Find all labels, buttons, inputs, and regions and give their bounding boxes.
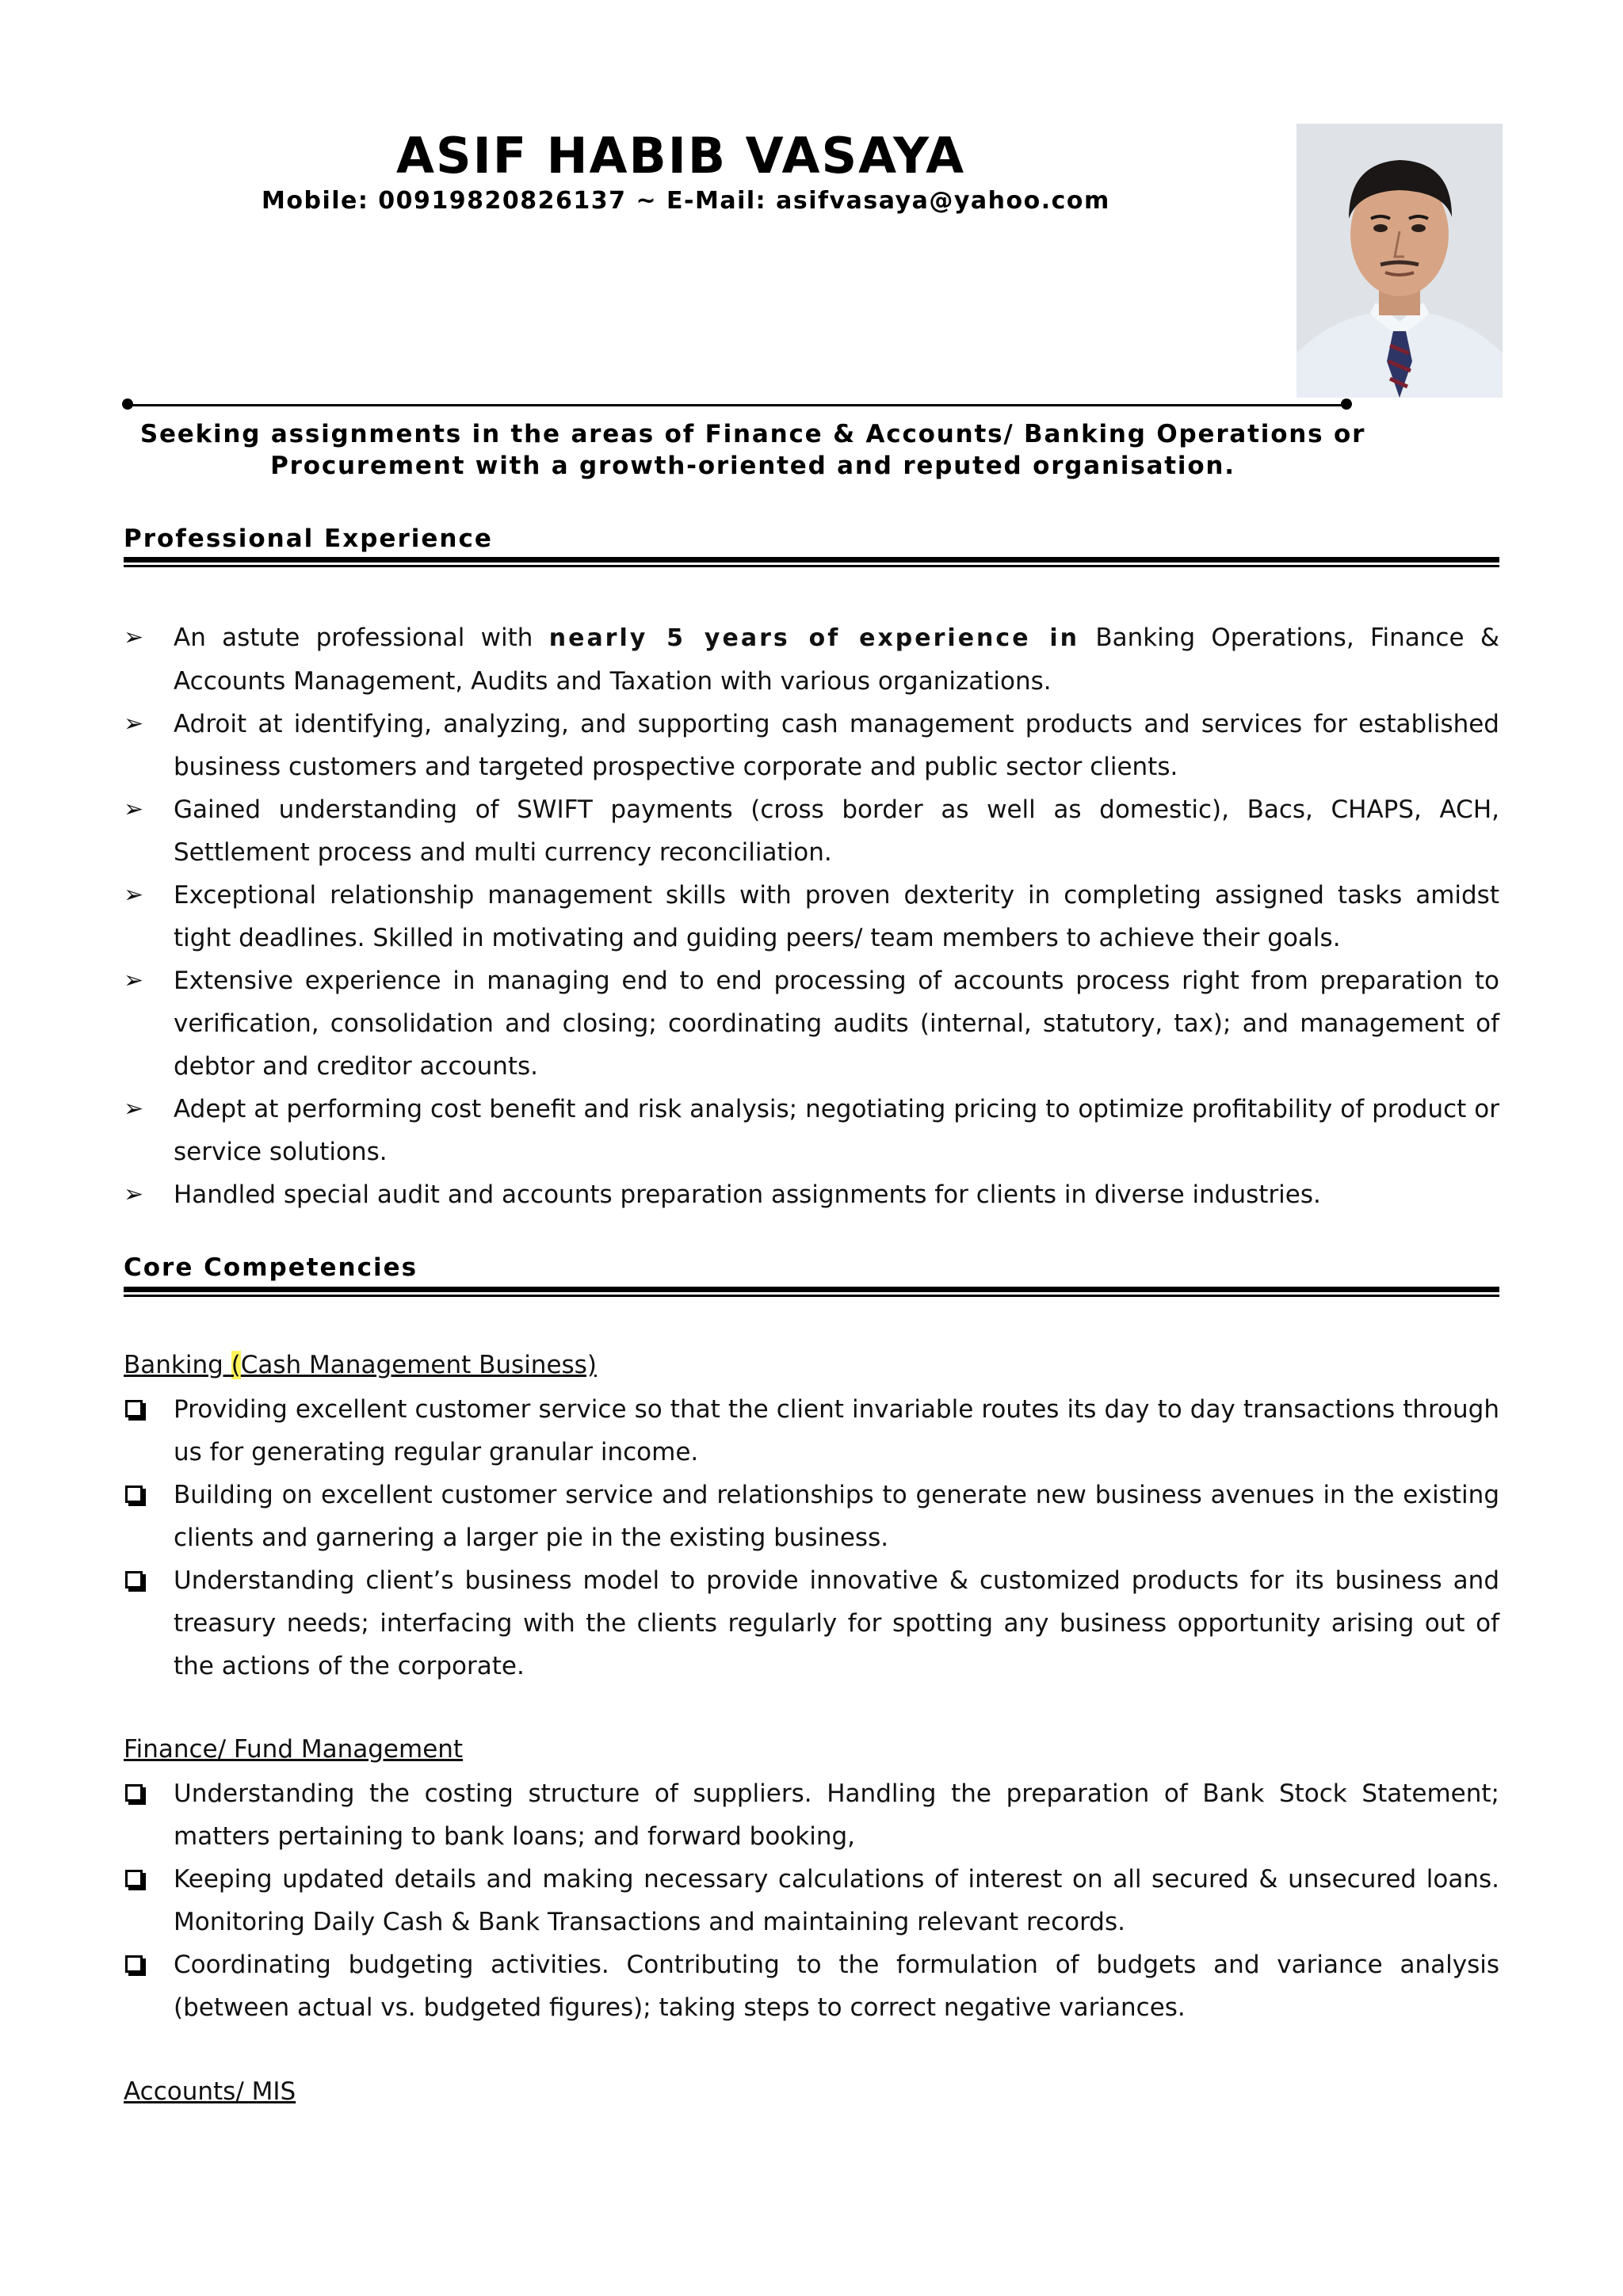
arrow-bullet-icon: ➢ <box>124 1095 144 1123</box>
list-item: ➢ Extensive experience in managing end to end processing of accounts process right from preparation to verification, consolidation and closing; coordinating audits (internal, statutory, tax); and management of debtor and creditor accounts. <box>124 959 1499 1088</box>
experience-list <box>124 616 1499 1216</box>
list-item: ➢ Gained understanding of SWIFT payments (cross border as well as domestic), Bacs, CHAPS, ACH, Settlement process and multi currency reconciliation. <box>124 788 1499 874</box>
section-divider-competencies <box>124 1287 1499 1297</box>
divider-dot-right <box>1341 399 1352 410</box>
candidate-name: ASIF HABIB VASAYA <box>396 127 966 185</box>
list-item: Keeping updated details and making necessary calculations of interest on all secured & unsecured loans. Monitoring Daily Cash & Bank Transactions and maintaining relevant records. <box>124 1858 1499 1943</box>
profile-photo <box>1296 124 1503 398</box>
list-item: Understanding client’s business model to provide innovative & customized products for its business and treasury needs; interfacing with the clients regularly for spotting any business opportunity arising out of the actions of the corporate. <box>124 1559 1499 1688</box>
divider-dot-left <box>122 399 133 410</box>
list-item: ➢ Adept at performing cost benefit and risk analysis; negotiating pricing to optimize profitability of product or service solutions. <box>124 1088 1499 1173</box>
subheading-accounts: Accounts/ MIS <box>124 2077 296 2106</box>
list-item: Providing excellent customer service so that the client invariable routes its day to day transactions through us for generating regular granular income. <box>124 1388 1499 1474</box>
finance-list <box>124 1772 1499 2029</box>
list-item: ➢ Adroit at identifying, analyzing, and supporting cash management products and services for established business customers and targeted prospective corporate and public sector clients. <box>124 703 1499 788</box>
highlighted-paren: ( <box>231 1351 241 1379</box>
objective-line-2: Procurement with a growth-oriented and reputed organisation. <box>270 452 1235 480</box>
career-objective <box>127 418 1379 482</box>
checkbox-bullet-icon <box>125 1955 143 1973</box>
arrow-bullet-icon: ➢ <box>124 967 144 994</box>
checkbox-bullet-icon <box>125 1784 143 1802</box>
subheading-finance: Finance/ Fund Management <box>124 1735 464 1764</box>
list-item: Coordinating budgeting activities. Contributing to the formulation of budgets and variance analysis (between actual vs. budgeted figures); taking steps to correct negative variances. <box>124 1943 1499 2029</box>
checkbox-bullet-icon <box>125 1486 143 1503</box>
arrow-bullet-icon: ➢ <box>124 795 144 823</box>
arrow-bullet-icon: ➢ <box>124 624 144 651</box>
arrow-bullet-icon: ➢ <box>124 710 144 738</box>
section-title-core-competencies: Core Competencies <box>124 1253 418 1282</box>
objective-line-1: Seeking assignments in the areas of Finance & Accounts/ Banking Operations or <box>139 420 1366 448</box>
banking-list <box>124 1388 1499 1688</box>
contact-line: Mobile: 00919820826137 ~ E-Mail: asifvasaya@yahoo.com <box>262 187 1110 215</box>
subheading-banking: Banking (Cash Management Business) <box>124 1351 597 1379</box>
section-title-professional-experience: Professional Experience <box>124 524 493 553</box>
header-divider <box>127 404 1347 406</box>
list-item: ➢ Handled special audit and accounts preparation assignments for clients in diverse industries. <box>124 1173 1499 1216</box>
list-item: ➢ An astute professional with nearly 5 years of experience in Banking Operations, Finance & Accounts Management, Audits and Taxation with various organizations. <box>124 616 1499 703</box>
list-item: ➢ Exceptional relationship management skills with proven dexterity in completing assigned tasks amidst tight deadlines. Skilled in motivating and guiding peers/ team members to achieve their goals. <box>124 874 1499 959</box>
checkbox-bullet-icon <box>125 1400 143 1417</box>
section-divider-experience <box>124 557 1499 567</box>
arrow-bullet-icon: ➢ <box>124 881 144 909</box>
experience-highlight: nearly 5 years of experience in <box>548 624 1080 652</box>
arrow-bullet-icon: ➢ <box>124 1180 144 1208</box>
checkbox-bullet-icon <box>125 1870 143 1887</box>
checkbox-bullet-icon <box>125 1571 143 1589</box>
list-item: Building on excellent customer service and relationships to generate new business avenues in the existing clients and garnering a larger pie in the existing business. <box>124 1474 1499 1559</box>
list-item: Understanding the costing structure of suppliers. Handling the preparation of Bank Stock Statement; matters pertaining to bank loans; and forward booking, <box>124 1772 1499 1858</box>
